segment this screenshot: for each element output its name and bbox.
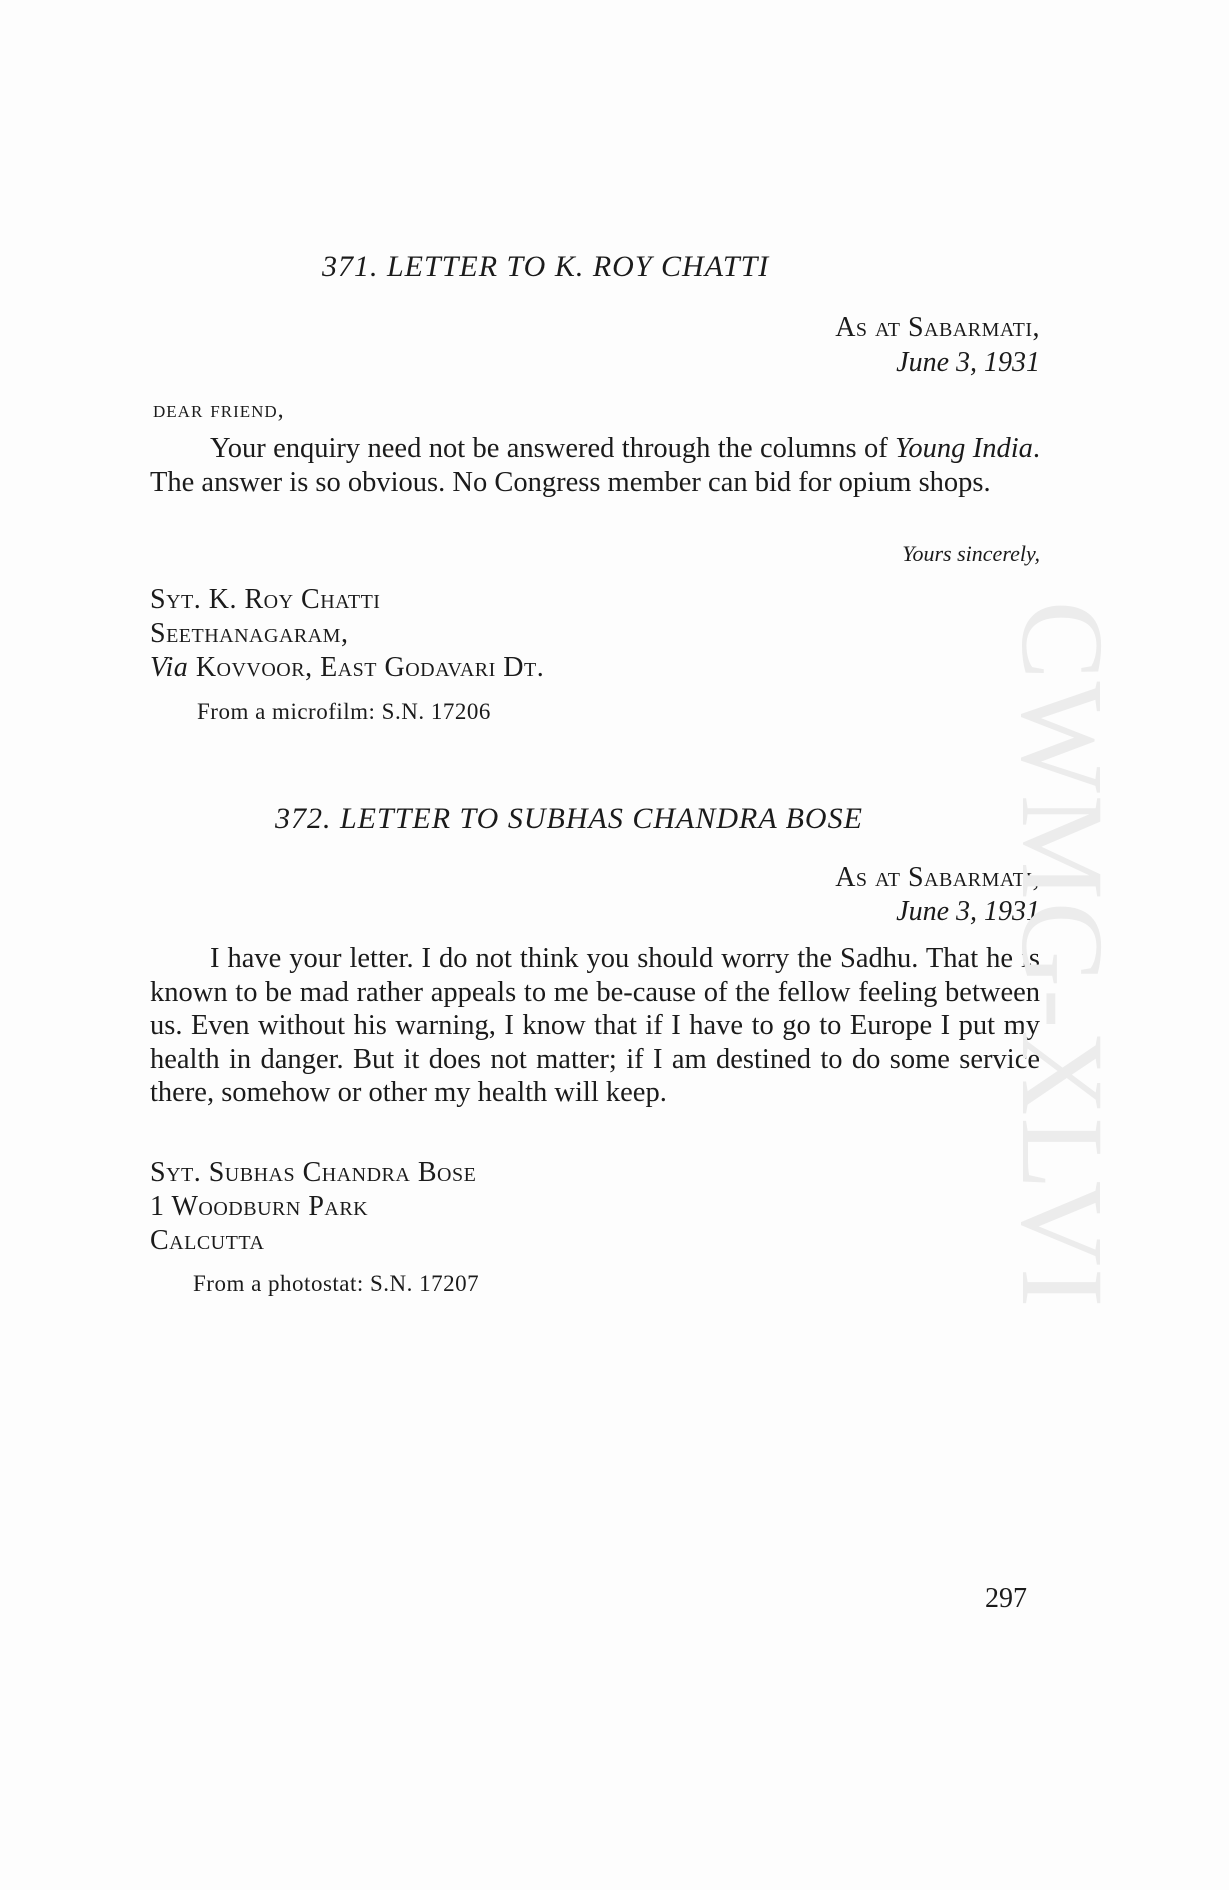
- letter-372-address: [150, 1156, 476, 1258]
- letter-371-address-line3: Kovvoor, East Godavari Dt.: [188, 652, 545, 683]
- letter-371-date: June 3, 1931: [896, 347, 1040, 378]
- letter-371-body: [150, 432, 1040, 499]
- letter-371-body-part2: . The answer is so obvious. No Congress member can bid for opium shops.: [150, 433, 1040, 498]
- letter-372-source: From a photostat: S.N. 17207: [193, 1271, 480, 1296]
- letter-371-heading: 371. LETTER TO K. ROY CHATTI: [322, 250, 770, 283]
- letter-372-place: As at Sabarmati,: [835, 862, 1040, 893]
- letter-372-body-text: I have your letter. I do not think you should worry the Sadhu. That he is known to be mad rather appeals to me be-cause of the fellow feeling between us. Even without his warning, I know that if I have to go to Europe I put my health in danger. But it does not matter; if I am destined to do some service there, somehow or other my health will keep.: [150, 943, 1040, 1108]
- letter-371-closing: Yours sincerely,: [902, 541, 1040, 566]
- letter-372-body: [150, 942, 1040, 1110]
- letter-372-address-line2: 1 Woodburn Park: [150, 1191, 369, 1222]
- watermark: [997, 470, 1129, 1440]
- letter-372-heading: 372. LETTER TO SUBHAS CHANDRA BOSE: [275, 802, 863, 835]
- letter-371-address-line3-wrap: [150, 651, 544, 685]
- page-number: 297: [985, 1583, 1027, 1614]
- letter-371-publication: Young India: [895, 433, 1033, 464]
- letter-371-address: [150, 583, 544, 685]
- letter-371-source: From a microfilm: S.N. 17206: [197, 699, 491, 724]
- letter-371-body-part1: Your enquiry need not be answered through the columns of: [210, 433, 896, 464]
- letter-371-address-line2: Seethanagaram,: [150, 618, 349, 649]
- letter-372-date: June 3, 1931: [896, 896, 1040, 927]
- letter-371-salutation: dear friend,: [153, 397, 285, 423]
- letter-371-address-line1: Syt. K. Roy Chatti: [150, 584, 381, 615]
- letter-371-place: As at Sabarmati,: [835, 312, 1040, 343]
- watermark-text: CWMG-XLVI: [997, 600, 1129, 1310]
- letter-372-address-line3: Calcutta: [150, 1225, 265, 1256]
- letter-371-address-via: Via: [150, 652, 189, 683]
- letter-372-address-line1: Syt. Subhas Chandra Bose: [150, 1157, 477, 1188]
